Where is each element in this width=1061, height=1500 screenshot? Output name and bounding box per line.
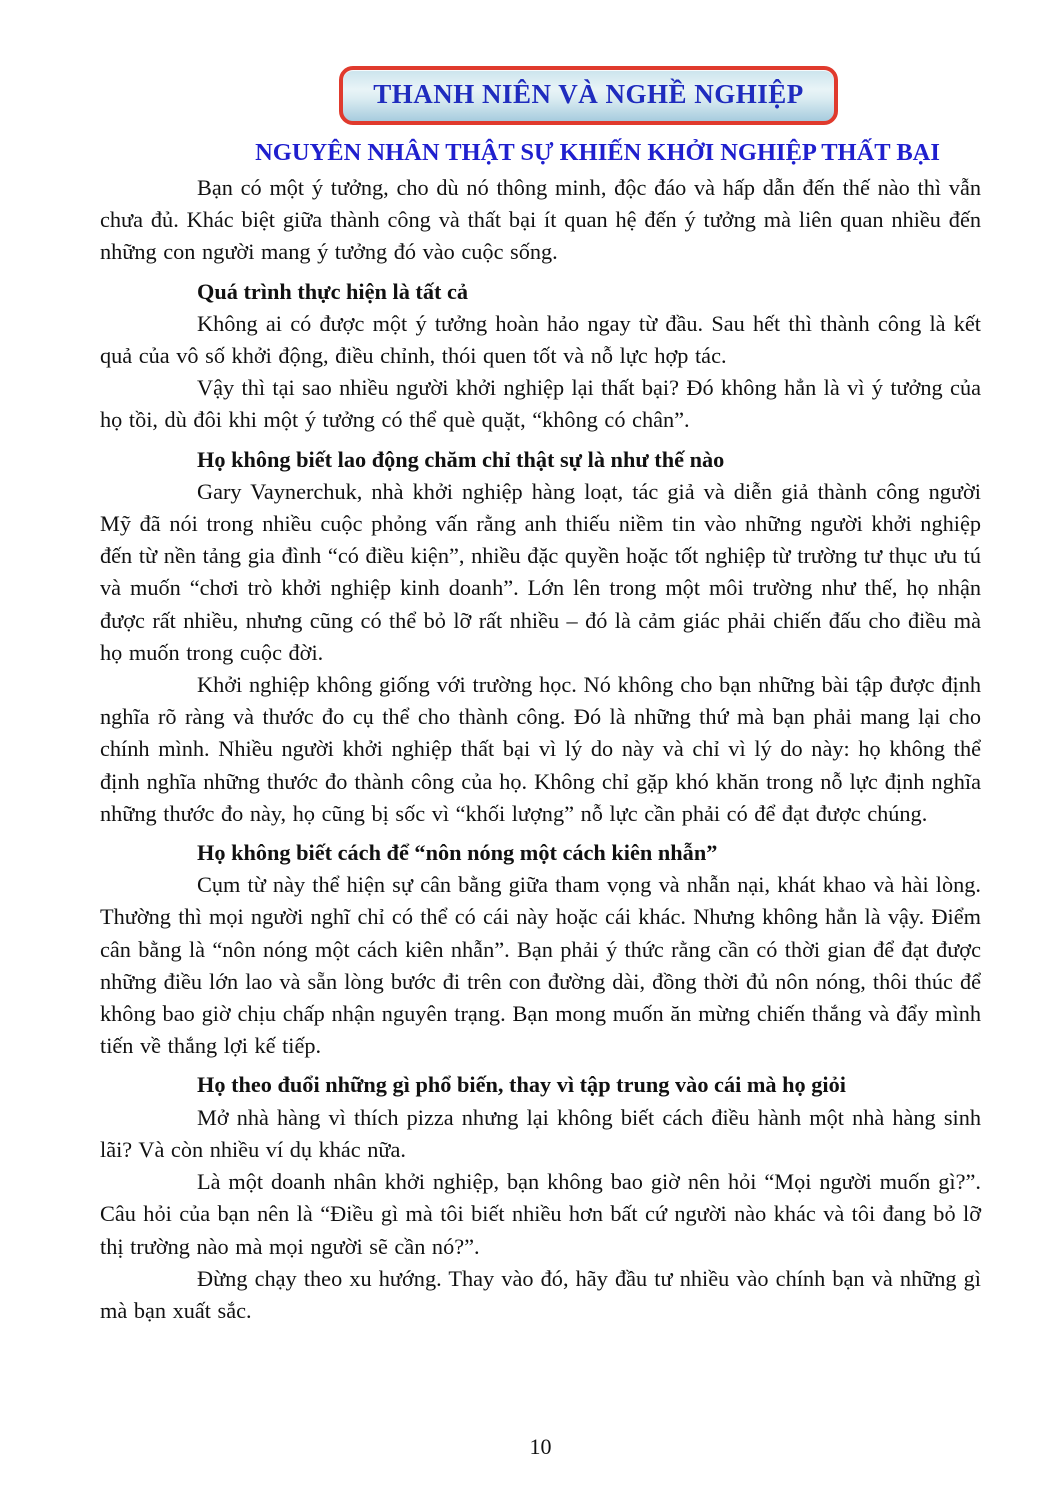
paragraph: Bạn có một ý tưởng, cho dù nó thông minh, độc đáo và hấp dẫn đến thế nào thì vẫn chưa đủ. Khác biệt giữa thành công và thất bại ít quan hệ đến ý tưởng mà liên quan nhiều đến những con người mang ý tưởng đó vào cuộc sống. xyxy=(100,175,981,265)
page-footer xyxy=(100,1434,981,1460)
page-content xyxy=(100,0,981,1327)
section-heading: Quá trình thực hiện là tất cả xyxy=(197,278,469,304)
page-number: 10 xyxy=(529,1434,552,1459)
section-banner xyxy=(339,66,838,125)
paragraph: Là một doanh nhân khởi nghiệp, bạn không bao giờ nên hỏi “Mọi người muốn gì?”. Câu hỏi của bạn nên là “Điều gì mà tôi biết nhiều hơn bất cứ người nào khác và tôi đang bỏ lỡ thị trường nào mà mọi người sẽ cần nó?”. xyxy=(100,1169,981,1259)
section-heading: Họ theo đuổi những gì phổ biến, thay vì tập trung vào cái mà họ giỏi xyxy=(197,1072,846,1098)
paragraph: Cụm từ này thể hiện sự cân bằng giữa tham vọng và nhẫn nại, khát khao và hài lòng. Thường thì mọi người nghĩ chỉ có thể có cái này hoặc cái khác. Nhưng không hẳn là vậy. Điểm cân bằng là “nôn nóng một cách kiên nhẫn”. Bạn phải ý thức rằng cần có thời gian để đạt được những điều lớn lao và sẵn lòng bước đi trên con đường dài, đồng thời đủ nôn nóng, thôi thúc để không bao giờ chịu chấp nhận nguyên trạng. Bạn mong muốn ăn mừng chiến thắng và đẩy mình tiến về thắng lợi kế tiếp. xyxy=(100,872,981,1059)
paragraph: Khởi nghiệp không giống với trường học. Nó không cho bạn những bài tập được định nghĩa rõ ràng và thước đo cụ thể cho thành công. Đó là những thứ mà bạn phải mang lại cho chính mình. Nhiều người khởi nghiệp thất bại vì lý do này và chỉ vì lý do này: họ không thể định nghĩa những thước đo thành công của họ. Không chỉ gặp khó khăn trong nỗ lực định nghĩa những thước đo này, họ cũng bị sốc vì “khối lượng” nỗ lực cần phải có để đạt được chúng. xyxy=(100,672,981,826)
section-heading: Họ không biết cách để “nôn nóng một cách kiên nhẫn” xyxy=(197,840,718,866)
paragraph: Đừng chạy theo xu hướng. Thay vào đó, hãy đầu tư nhiều vào chính bạn và những gì mà bạn xuất sắc. xyxy=(100,1265,981,1323)
paragraph: Gary Vaynerchuk, nhà khởi nghiệp hàng loạt, tác giả và diễn giả thành công người Mỹ đã nói trong nhiều cuộc phỏng vấn rằng anh thiếu niềm tin vào những người khởi nghiệp đến từ nền tảng gia đình “có điều kiện”, nhiều đặc quyền hoặc tốt nghiệp từ trường tư thục ưu tú và muốn “chơi trò khởi nghiệp kinh doanh”. Lớn lên trong một môi trường như thế, họ nhận được rất nhiều, nhưng cũng có thể bỏ lỡ rất nhiều – đó là cảm giác phải chiến đấu cho điều mà họ muốn trong cuộc đời. xyxy=(100,478,981,665)
section-heading: Họ không biết lao động chăm chỉ thật sự là như thế nào xyxy=(197,446,725,472)
article-title: NGUYÊN NHÂN THẬT SỰ KHIẾN KHỞI NGHIỆP THẤT BẠI xyxy=(255,139,940,166)
paragraph: Vậy thì tại sao nhiều người khởi nghiệp lại thất bại? Đó không hẳn là vì ý tưởng của họ tồi, dù đôi khi một ý tưởng có thể què quặt, “không có chân”. xyxy=(100,375,981,433)
paragraph: Mở nhà hàng vì thích pizza nhưng lại không biết cách điều hành một nhà hàng sinh lãi? Và còn nhiều ví dụ khác nữa. xyxy=(100,1104,981,1162)
paragraph: Không ai có được một ý tưởng hoàn hảo ngay từ đầu. Sau hết thì thành công là kết quả của vô số khởi động, điều chỉnh, thói quen tốt và nỗ lực hợp tác. xyxy=(100,310,981,369)
article-body xyxy=(100,172,981,1327)
banner-row xyxy=(100,66,981,125)
banner-title: THANH NIÊN VÀ NGHỀ NGHIỆP xyxy=(373,79,804,109)
